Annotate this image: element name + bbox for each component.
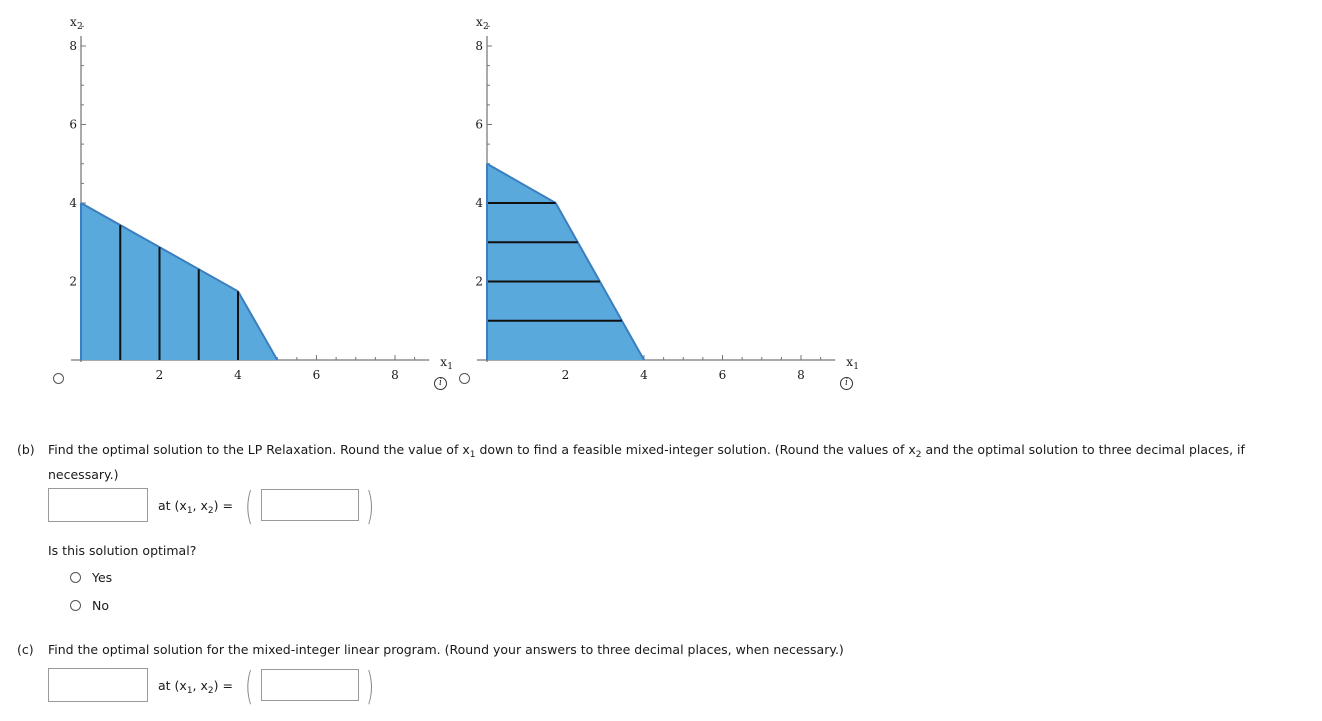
part-b-point-input[interactable] — [261, 489, 359, 521]
graph-1-y-tick-label: 2 — [69, 274, 77, 289]
graph-1-y-axis-label: x — [70, 15, 77, 29]
part-c-label: (c) — [17, 642, 34, 657]
graph-1-y-tick-label: 4 — [69, 196, 77, 210]
graph-option-2-radio[interactable] — [459, 373, 470, 384]
open-paren: ( — [245, 484, 254, 528]
part-c-optimal-value-input[interactable] — [48, 668, 148, 702]
open-paren: ( — [245, 664, 254, 708]
close-paren: ) — [366, 664, 375, 708]
graph-2-y-tick-label: 6 — [475, 117, 483, 132]
graph-1-x-axis-label: x — [440, 355, 448, 369]
close-paren: ) — [366, 484, 375, 528]
part-c-question — [17, 640, 1317, 660]
part-c-answer-row — [48, 664, 408, 708]
graph-1-x-tick-label: 4 — [234, 368, 242, 382]
graph-1-y-tick-label: 6 — [69, 117, 77, 132]
yes-radio[interactable] — [70, 572, 81, 583]
part-c-text: Find the optimal solution for the mixed-integer linear program. (Round your answers to three decimal places, when necessary.) — [48, 642, 844, 657]
part-b-question — [17, 440, 1317, 482]
graph-1-y-tick-label: 8 — [69, 39, 77, 53]
yes-label: Yes — [92, 570, 113, 585]
graph-1-info-icon[interactable]: i — [434, 377, 447, 390]
graph-2-y-tick-label: 4 — [475, 196, 483, 210]
part-b-optimal-value-input[interactable] — [48, 488, 148, 522]
graph-1-x-tick-label: 6 — [312, 368, 321, 382]
graph-2-feasible-region — [487, 164, 644, 360]
graph-2-y-tick-label: 2 — [475, 274, 483, 289]
graph-option-1-radio[interactable] — [53, 373, 64, 384]
no-radio[interactable] — [70, 600, 81, 611]
graph-2-x-axis-label-sub: 1 — [853, 362, 859, 372]
graph-1-x-tick-label: 2 — [155, 368, 164, 382]
graph-2-x-tick-label: 6 — [718, 368, 727, 382]
graph-1-feasible-region — [81, 203, 277, 360]
graph-2-x-axis-label: x — [846, 355, 854, 369]
graph-2-info-icon[interactable]: i — [840, 377, 853, 390]
graph-2-y-axis-label-sub: 2 — [483, 22, 489, 32]
optimal-question: Is this solution optimal? — [48, 543, 197, 558]
part-b-answer-row — [48, 484, 408, 528]
graph-2-x-tick-label: 4 — [640, 368, 648, 382]
graph-1-y-axis-label-sub: 2 — [77, 22, 83, 32]
graph-2-y-tick-label: 8 — [475, 39, 483, 53]
part-c-point-input[interactable] — [261, 669, 359, 701]
part-b-at-label: at ($x_1$, $x_2$) = — [158, 498, 233, 516]
graph-2-x-tick-label: 8 — [797, 368, 805, 382]
graph-2-y-axis-label: x — [476, 15, 483, 29]
no-label: No — [92, 598, 109, 613]
graph-2-x-tick-label: 2 — [561, 368, 570, 382]
graph-1-x-tick-label: 8 — [391, 368, 399, 382]
graph-1-x-axis-label-sub: 1 — [447, 362, 453, 372]
part-c-at-label: at ($x_1$, $x_2$) = — [158, 678, 233, 696]
part-b-label: (b) — [17, 442, 35, 457]
part-b-text: Find the optimal solution to the LP Relaxation. Round the value of $x_1$ down to find a feasible mixed-integer solution. (Round the values of $x_2$ and the optimal solution to three decimal places, if necessary.) — [48, 442, 1245, 482]
